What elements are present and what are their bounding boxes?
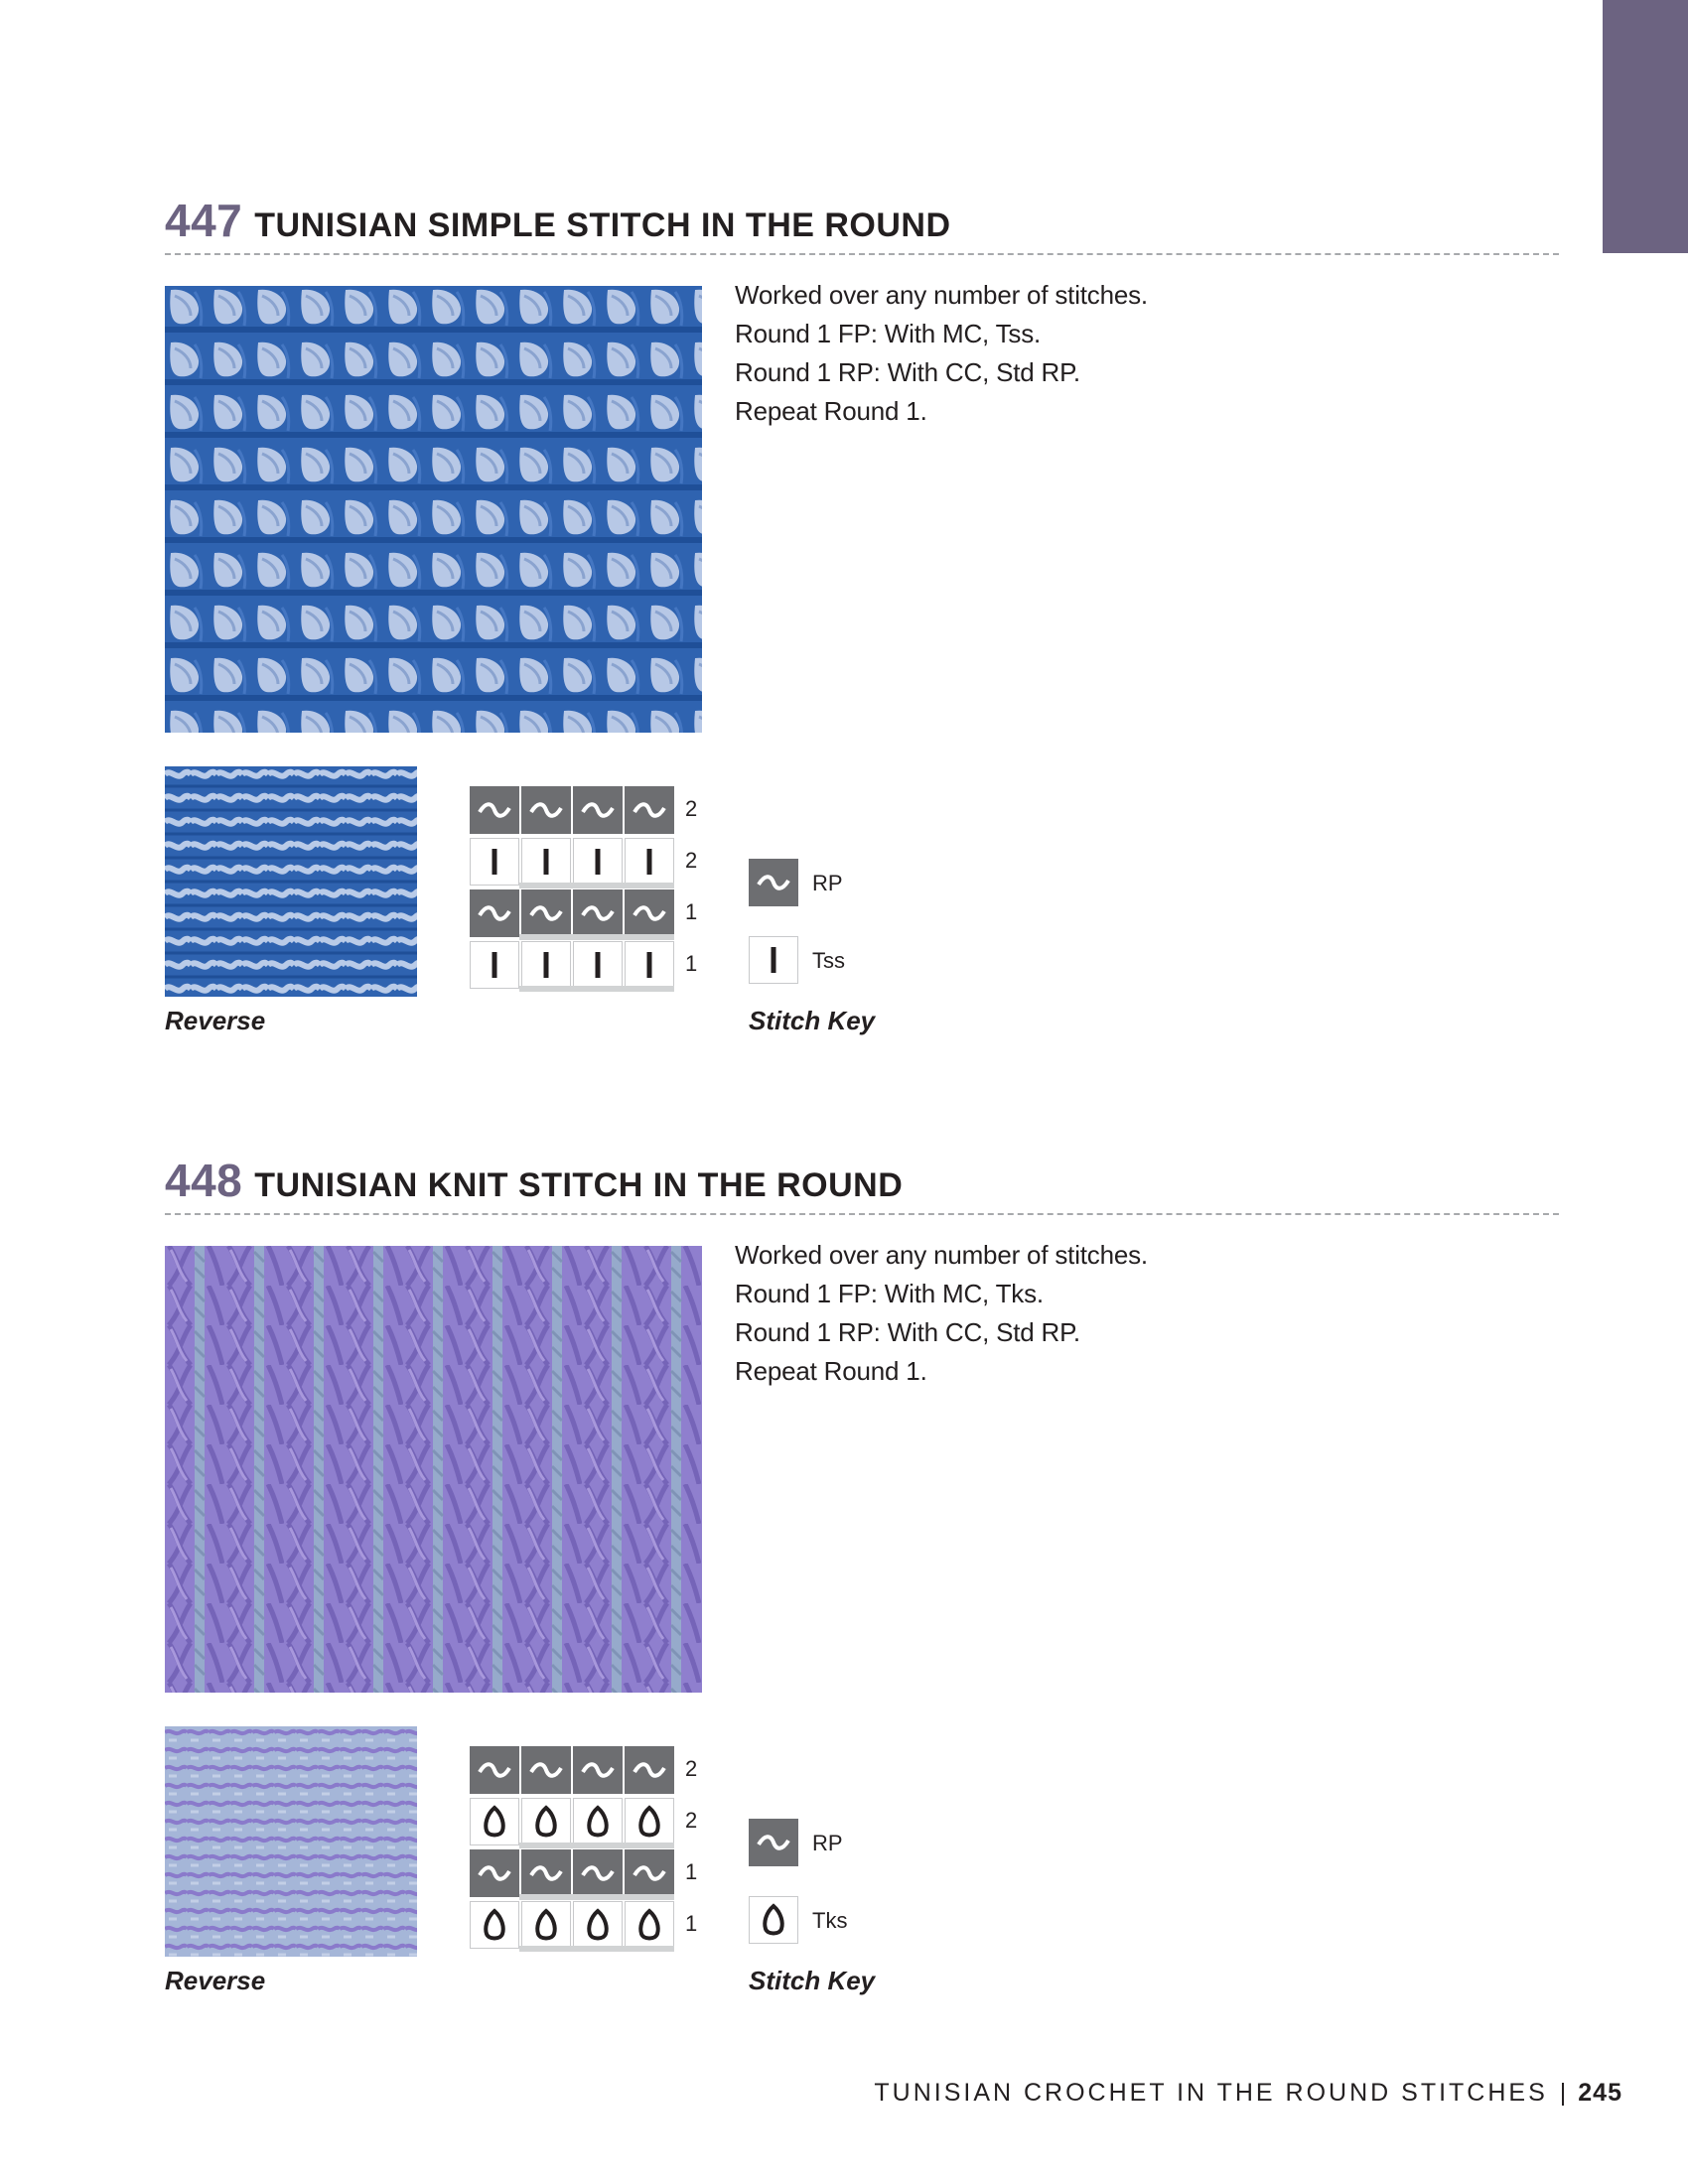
tss-cell — [573, 941, 623, 989]
chart-bar — [519, 934, 674, 940]
tss-cell — [470, 838, 519, 886]
rp-cell — [470, 889, 519, 937]
dashed-rule — [165, 1213, 1559, 1215]
rp-key-icon — [749, 859, 798, 906]
rp-cell — [625, 1849, 674, 1897]
instruction-line: Round 1 FP: With MC, Tks. — [735, 1279, 1044, 1308]
section-heading — [165, 1154, 903, 1213]
key-label-tks: Tks — [812, 1908, 848, 1933]
instruction-line: Round 1 RP: With CC, Std RP. — [735, 1317, 1080, 1347]
chart-bar — [519, 986, 674, 992]
rp-cell — [573, 1746, 623, 1794]
reverse-caption: Reverse — [165, 1966, 266, 1995]
instructions — [735, 1236, 1430, 1391]
instruction-line: Worked over any number of stitches. — [735, 280, 1148, 310]
instruction-line: Round 1 RP: With CC, Std RP. — [735, 357, 1080, 387]
stitch-key — [749, 859, 1047, 998]
instruction-line: Repeat Round 1. — [735, 396, 927, 426]
tss-cell — [521, 838, 571, 886]
tss-cell — [521, 941, 571, 989]
row-number: 2 — [685, 848, 698, 873]
instructions — [735, 276, 1430, 431]
tss-cell — [625, 941, 674, 989]
tks-cell — [470, 1798, 519, 1845]
row-number: 1 — [685, 1911, 698, 1936]
tks-cell — [521, 1798, 571, 1845]
stitch-title: TUNISIAN KNIT STITCH IN THE ROUND — [254, 1166, 904, 1204]
chart-bar — [519, 1843, 674, 1848]
swatch-photo — [165, 286, 702, 733]
rp-cell — [573, 786, 623, 834]
tss-key-icon — [749, 936, 798, 984]
stitch-key-caption: Stitch Key — [749, 1966, 876, 1995]
rp-cell — [625, 786, 674, 834]
row-number: 1 — [685, 1859, 698, 1884]
chart-bar — [519, 1894, 674, 1900]
row-number: 2 — [685, 796, 698, 821]
dashed-rule — [165, 253, 1559, 255]
chart-bar — [519, 1946, 674, 1952]
instruction-line: Round 1 FP: With MC, Tss. — [735, 319, 1042, 348]
page-number: 245 — [1578, 2079, 1622, 2107]
tss-cell — [625, 838, 674, 886]
rp-cell — [521, 889, 571, 937]
reverse-caption: Reverse — [165, 1006, 266, 1035]
rp-cell — [573, 889, 623, 937]
tks-cell — [470, 1901, 519, 1949]
swatch-photo — [165, 1246, 702, 1693]
key-label-rp: RP — [812, 1831, 843, 1855]
row-number: 2 — [685, 1756, 698, 1781]
stitch-key — [749, 1819, 1047, 1958]
stitch-number: 447 — [165, 195, 243, 246]
row-number: 1 — [685, 899, 698, 924]
rp-cell — [521, 786, 571, 834]
rp-cell — [521, 1746, 571, 1794]
tks-cell — [625, 1798, 674, 1845]
tks-cell — [625, 1901, 674, 1949]
tks-cell — [573, 1798, 623, 1845]
tks-cell — [573, 1901, 623, 1949]
rp-cell — [625, 1746, 674, 1794]
row-number: 2 — [685, 1808, 698, 1833]
key-label-tss: Tss — [812, 948, 845, 973]
rp-cell — [625, 889, 674, 937]
tss-cell — [573, 838, 623, 886]
tks-key-icon — [749, 1896, 798, 1944]
row-number: 1 — [685, 951, 698, 976]
instruction-line: Worked over any number of stitches. — [735, 1240, 1148, 1270]
rp-cell — [573, 1849, 623, 1897]
stitch-chart — [468, 786, 726, 991]
chapter-edge-tab — [1603, 0, 1688, 253]
page-footer — [874, 2079, 1622, 2108]
instruction-line: Repeat Round 1. — [735, 1356, 927, 1386]
tss-cell — [470, 941, 519, 989]
reverse-swatch-photo — [165, 1726, 417, 1957]
footer-separator: | — [1559, 2079, 1567, 2107]
rp-cell — [470, 1849, 519, 1897]
reverse-swatch-photo — [165, 766, 417, 997]
rp-cell — [470, 786, 519, 834]
tks-cell — [521, 1901, 571, 1949]
stitch-number: 448 — [165, 1155, 243, 1206]
stitch-title: TUNISIAN SIMPLE STITCH IN THE ROUND — [254, 206, 951, 244]
section-heading — [165, 194, 951, 253]
rp-key-icon — [749, 1819, 798, 1866]
stitch-key-caption: Stitch Key — [749, 1006, 876, 1035]
rp-cell — [521, 1849, 571, 1897]
chart-bar — [519, 883, 674, 888]
running-head: TUNISIAN CROCHET IN THE ROUND STITCHES — [874, 2079, 1548, 2107]
stitch-chart — [468, 1746, 726, 1951]
rp-cell — [470, 1746, 519, 1794]
key-label-rp: RP — [812, 871, 843, 895]
